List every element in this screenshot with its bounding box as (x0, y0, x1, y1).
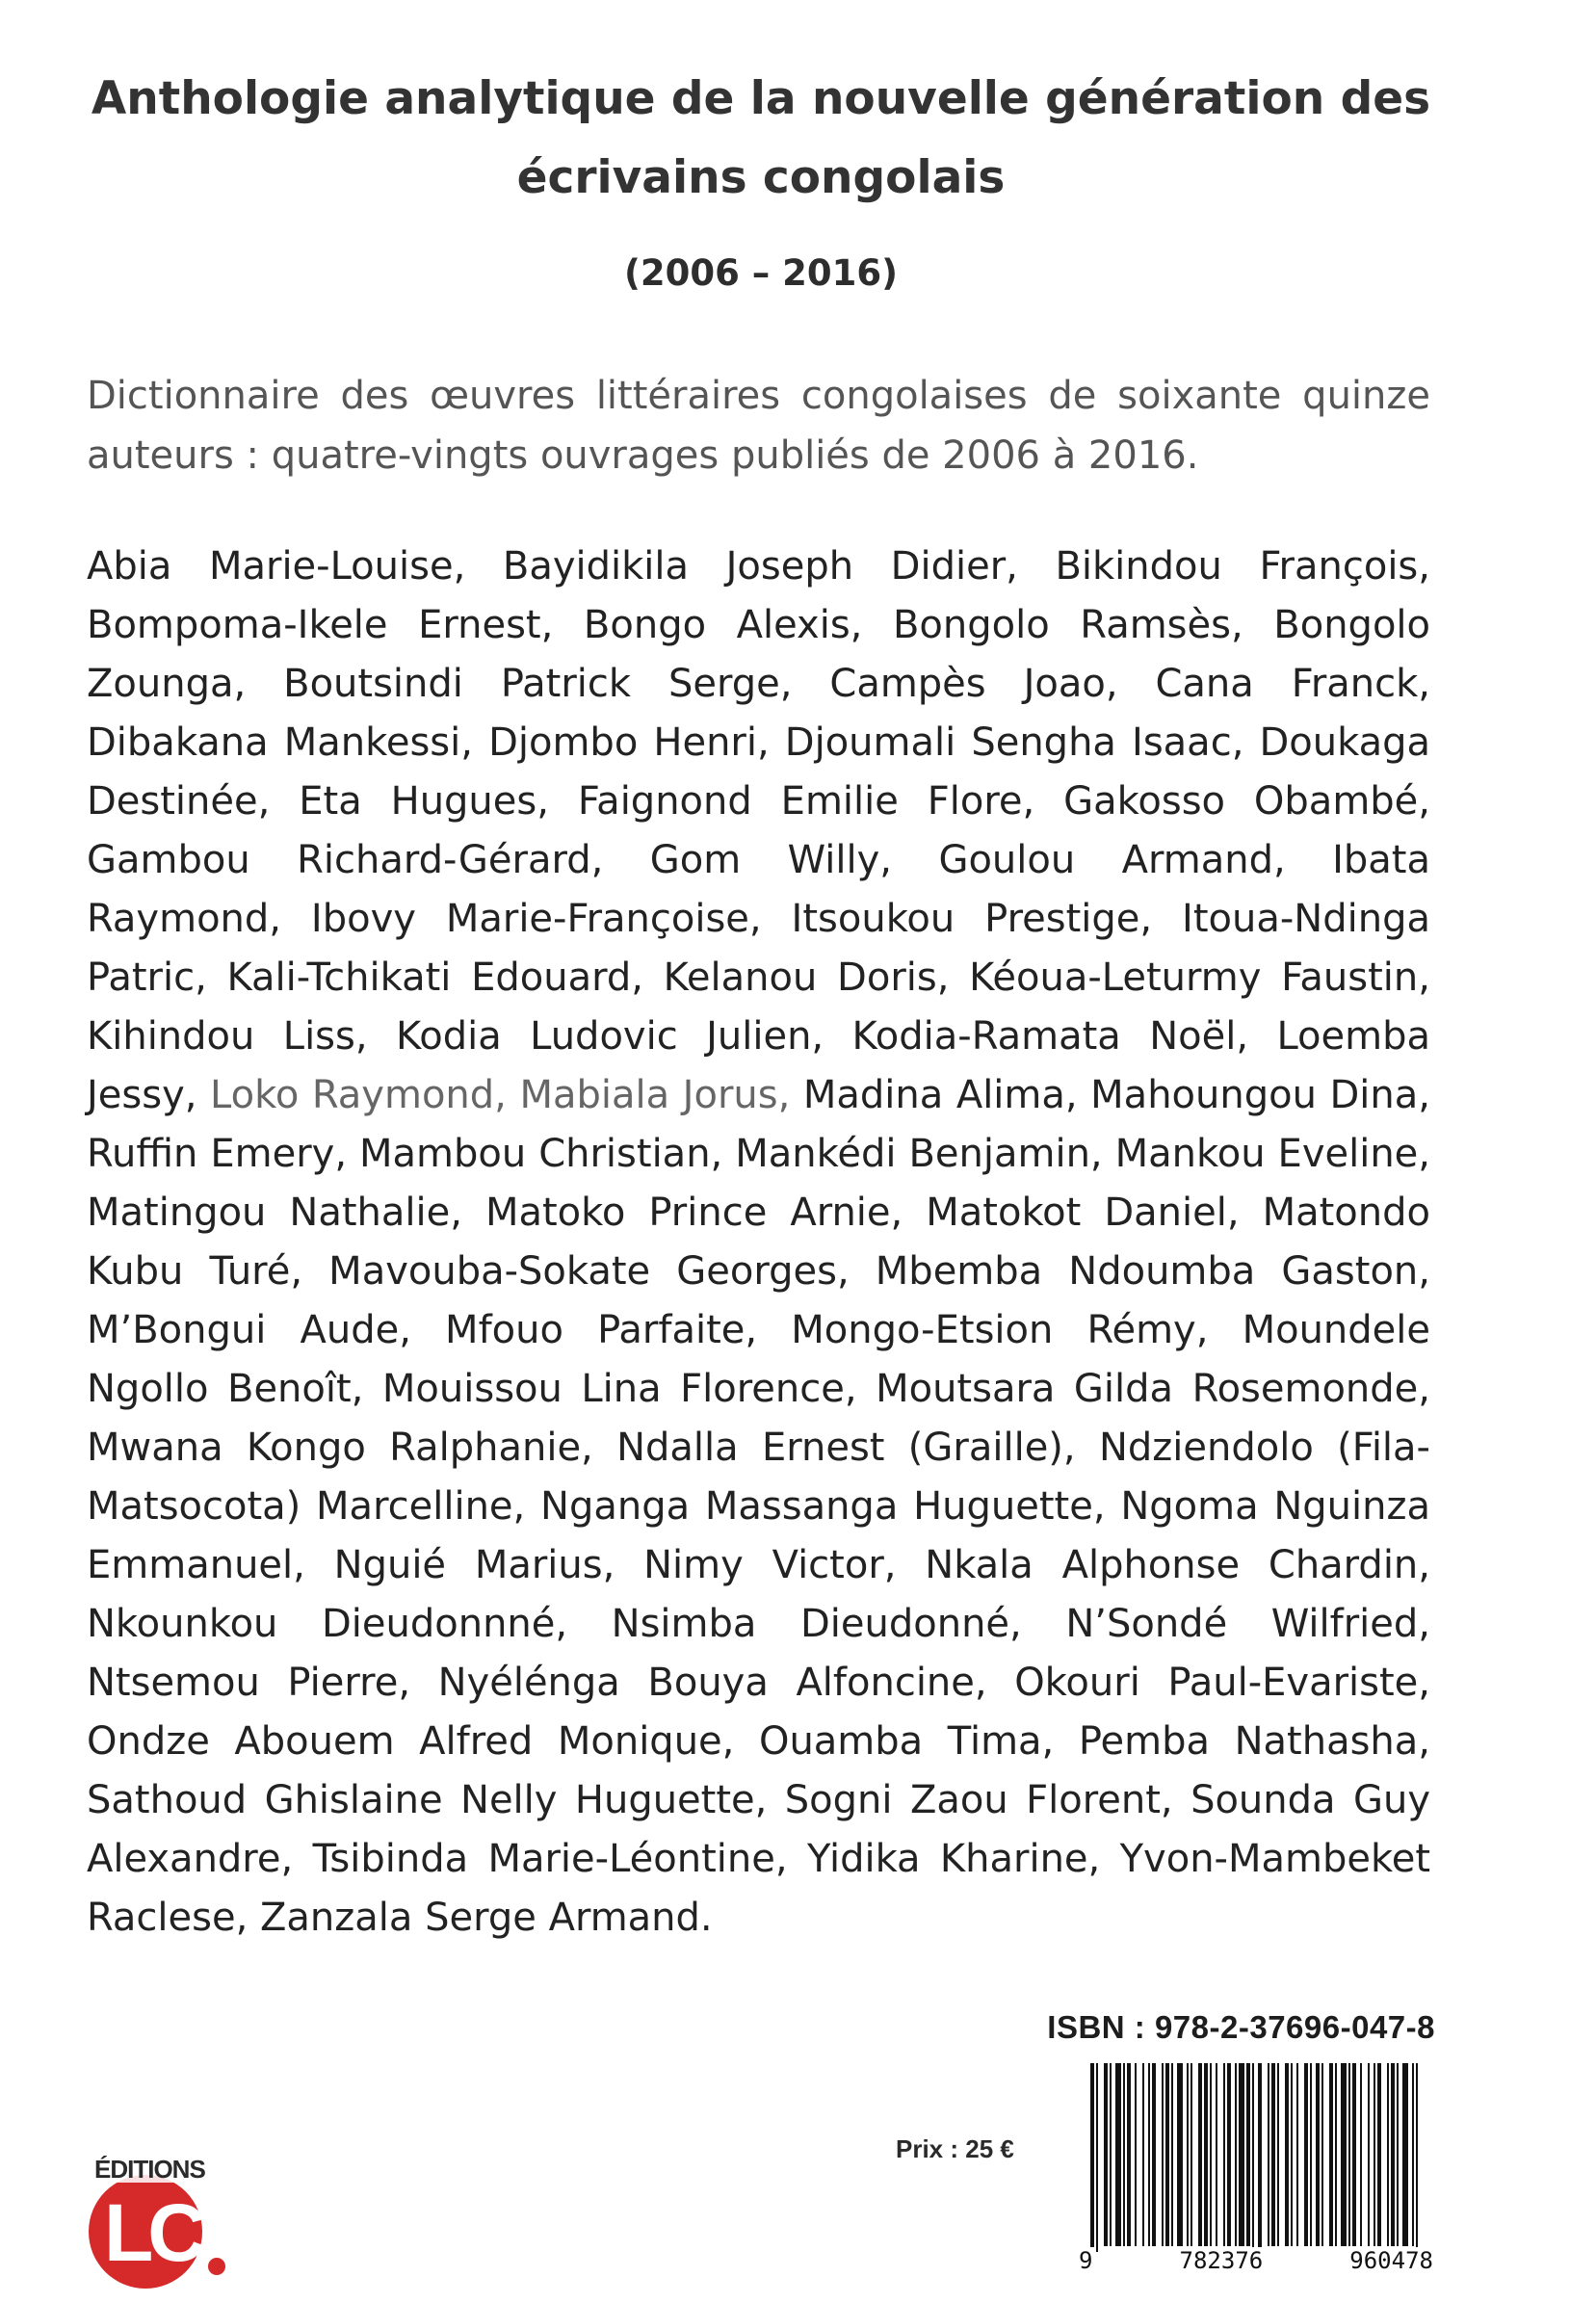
barcode-digits (1077, 2247, 1435, 2279)
barcode-bar (1285, 2063, 1289, 2246)
barcode-bar (1096, 2063, 1098, 2252)
barcode-digit-group-1: 782376 (1178, 2247, 1266, 2279)
barcode-bar (1190, 2063, 1192, 2246)
barcode-bar (1402, 2063, 1408, 2246)
logo-editions-text: ÉDITIONS (94, 2155, 205, 2184)
barcode-bar (1252, 2063, 1254, 2252)
barcode-bar (1198, 2063, 1202, 2246)
barcode-bar (1148, 2063, 1150, 2246)
barcode-bar (1152, 2063, 1156, 2246)
barcode-digit-first: 9 (1077, 2247, 1094, 2279)
barcode-bar (1142, 2063, 1144, 2246)
barcode-bar (1277, 2063, 1279, 2246)
barcode-bar (1162, 2063, 1164, 2246)
barcode-bar (1110, 2063, 1112, 2246)
barcode-bar (1321, 2063, 1323, 2246)
barcode-bar (1352, 2063, 1356, 2246)
author-list-part-2: Madina Alima, Mahoungou Dina, Ruffin Emery, Mambou Christian, Mankédi Benjamin, Mankou Eveline, Matingou Nathalie, Matoko Prince Arnie, Matokot Daniel, Matondo Kubu Turé, Mavouba-Sokate Georges, Mbemba Ndoumba Gaston, M’Bongui Aude, Mfouo Parfaite, Mongo-Etsion Rémy, Moundele Ngollo Benoît, Mouissou Lina Florence, Moutsara Gilda Rosemonde, Mwana Kongo Ralphanie, Ndalla Ernest (Graille), Ndziendolo (Fila-Matsocota) Marcelline, Nganga Massanga Huguette, Ngoma Nguinza Emmanuel, Nguié Marius, Nimy Victor, Nkala Alphonse Chardin, Nkounkou Dieudonnné, Nsimba Dieudonné, N’Sondé Wilfried, Ntsemou Pierre, Nyélénga Bouya Alfoncine, Okouri Paul-Evariste, Ondze Abouem Alfred Monique, Ouamba Tima, Pemba Nathasha, Sathoud Ghislaine Nelly Huguette, Sogni Zaou Florent, Sounda Guy Alexandre, Tsibinda Marie-Léontine, Yidika Kharine, Yvon-Mambeket Raclese, Zanzala Serge Armand. (87, 1073, 1430, 1940)
barcode-bar (1291, 2063, 1293, 2246)
barcode-bar (1216, 2063, 1217, 2246)
author-list-part-1: Abia Marie-Louise, Bayidikila Joseph Didier, Bikindou François, Bompoma-Ikele Ernest, Bongo Alexis, Bongolo Ramsès, Bongolo Zounga, Boutsindi Patrick Serge, Campès Joao, Cana Franck, Dibakana Mankessi, Djombo Henri, Djoumali Sengha Isaac, Doukaga Destinée, Eta Hugues, Faignond Emilie Flore, Gakosso Obambé, Gambou Richard-Gérard, Gom Willy, Goulou Armand, Ibata Raymond, Ibovy Marie-Françoise, Itsoukou Prestige, Itoua-Ndinga Patric, Kali-Tchikati Edouard, Kelanou Doris, Kéoua-Leturmy Faustin, Kihindou Liss, Kodia Ludovic Julien, Kodia-Ramata Noël, Loemba Jessy, (87, 544, 1430, 1117)
barcode-bar (1165, 2063, 1169, 2246)
barcode-bar (1246, 2063, 1250, 2246)
barcode-bars (1077, 2059, 1435, 2252)
publisher-logo (79, 2154, 272, 2289)
barcode-bar (1177, 2063, 1183, 2246)
isbn-label: ISBN : 978-2-37696-047-8 (1047, 2009, 1435, 2045)
barcode-bar (1210, 2063, 1212, 2246)
barcode-bar (1268, 2063, 1269, 2246)
logo-monogram: LC (104, 2187, 200, 2278)
barcode-bar (1296, 2063, 1298, 2246)
price-label: Prix : 25 € (896, 2134, 1014, 2163)
barcode-bar (1090, 2063, 1094, 2252)
barcode-bar (1127, 2063, 1131, 2246)
barcode-bar (1123, 2063, 1125, 2246)
barcode-bar (1316, 2063, 1320, 2246)
date-range: (2006 – 2016) (623, 252, 899, 294)
barcode-bar (1310, 2063, 1312, 2246)
barcode-bar (1271, 2063, 1275, 2246)
barcode-bar (1115, 2063, 1121, 2246)
barcode-bar (1223, 2063, 1225, 2246)
barcode-bar (1329, 2063, 1333, 2246)
author-list-highlight: Loko Raymond, Mabiala Jorus, (210, 1073, 791, 1117)
barcode-bar (1304, 2063, 1308, 2246)
barcode-bar (1348, 2063, 1350, 2246)
barcode-bar (1187, 2063, 1189, 2246)
barcode-bar (1235, 2063, 1237, 2246)
book-title: Anthologie analytique de la nouvelle génération des écrivains congolais (91, 72, 1431, 204)
barcode-digit-group-2: 960478 (1347, 2247, 1435, 2279)
barcode-bar (1341, 2063, 1347, 2246)
barcode-bar (1239, 2063, 1244, 2246)
logo-dot (208, 2258, 225, 2275)
barcode-bar (1387, 2063, 1389, 2246)
barcode-bar (1397, 2063, 1399, 2246)
barcode-bar (1377, 2063, 1381, 2246)
barcode-bar (1227, 2063, 1231, 2246)
barcode (1077, 2059, 1435, 2279)
author-list (87, 537, 1430, 1948)
barcode-bar (1104, 2063, 1108, 2246)
barcode-bar (1171, 2063, 1173, 2246)
barcode-bar (1360, 2063, 1362, 2246)
barcode-bar (1374, 2063, 1375, 2246)
barcode-bar (1204, 2063, 1208, 2246)
book-description: Dictionnaire des œuvres littéraires congolaises de soixante quinze auteurs : quatre-vingts ouvrages publiés de 2006 à 2016. (87, 374, 1430, 478)
barcode-bar (1135, 2063, 1137, 2246)
barcode-bar (1391, 2063, 1395, 2246)
barcode-bar (1368, 2063, 1370, 2246)
barcode-bar (1416, 2063, 1418, 2252)
barcode-bar (1335, 2063, 1337, 2246)
barcode-bar (1258, 2063, 1262, 2252)
barcode-bar (1412, 2063, 1414, 2246)
